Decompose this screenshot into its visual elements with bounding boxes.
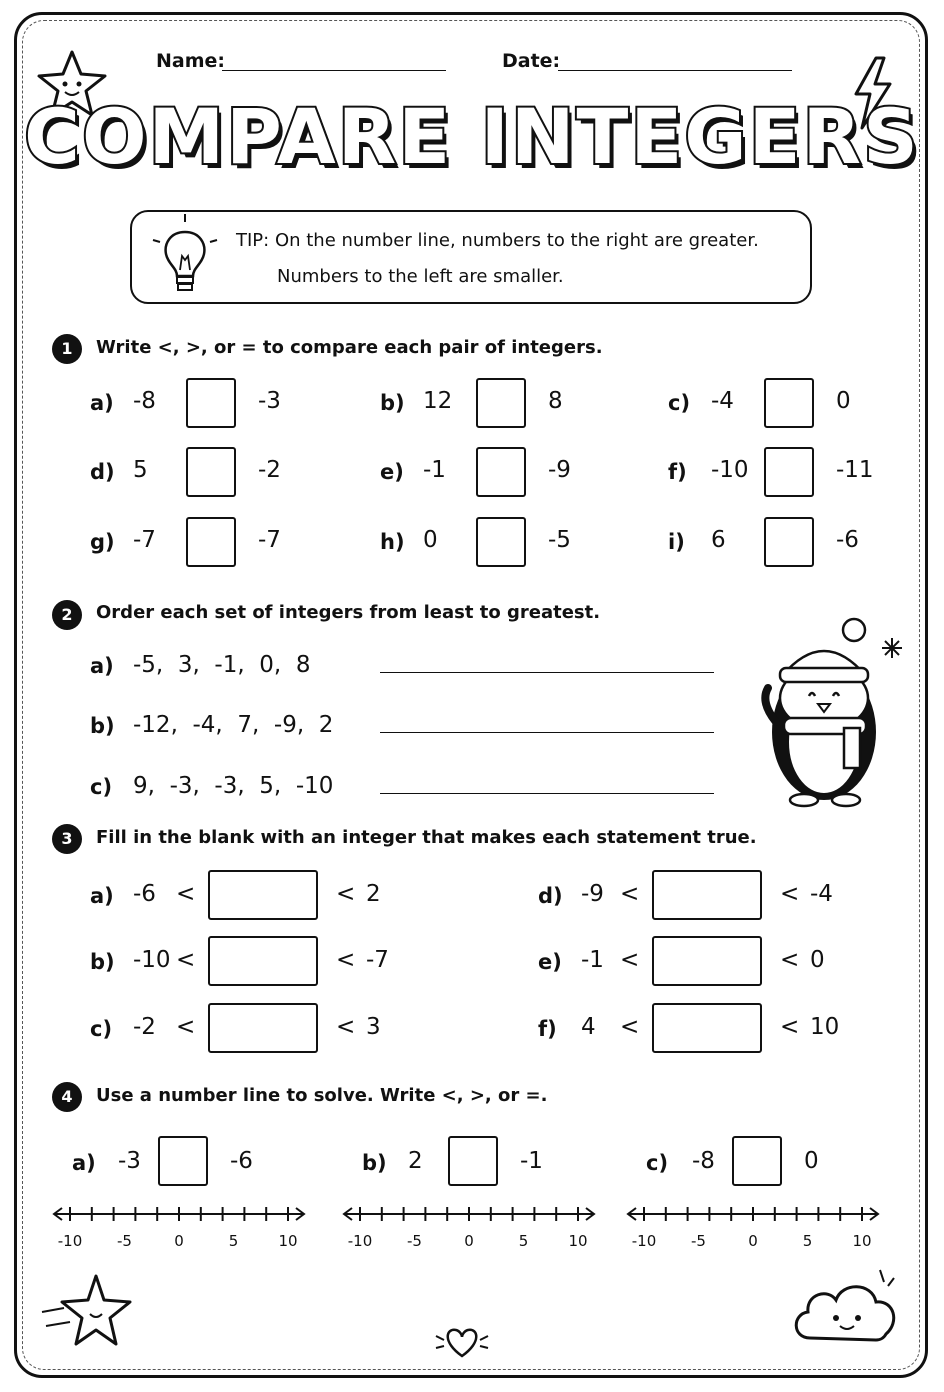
less-than-sign: < bbox=[336, 881, 356, 907]
section-2-instruction: Order each set of integers from least to greatest. bbox=[96, 602, 601, 623]
answer-box[interactable] bbox=[186, 378, 236, 428]
less-than-sign: < bbox=[176, 881, 196, 907]
right-number: -5 bbox=[548, 527, 571, 553]
right-number: -4 bbox=[810, 881, 833, 907]
left-number: -8 bbox=[133, 388, 156, 414]
tick-label: 10 bbox=[852, 1232, 872, 1250]
item-label: e) bbox=[538, 950, 562, 974]
answer-box[interactable] bbox=[476, 517, 526, 567]
left-number: -9 bbox=[581, 881, 604, 907]
item-label: a) bbox=[90, 884, 114, 908]
right-number: 0 bbox=[804, 1148, 819, 1174]
section-1-number: 1 bbox=[52, 334, 82, 364]
right-number: -2 bbox=[258, 457, 281, 483]
answer-box[interactable] bbox=[158, 1136, 208, 1186]
item-label: c) bbox=[90, 775, 113, 799]
left-number: 2 bbox=[408, 1148, 423, 1174]
tick-label: 0 bbox=[174, 1232, 184, 1250]
item-label: a) bbox=[72, 1151, 96, 1175]
left-number: 12 bbox=[423, 388, 453, 414]
section-4-instruction: Use a number line to solve. Write <, >, or =. bbox=[96, 1085, 548, 1106]
star-icon bbox=[34, 1268, 144, 1358]
less-than-sign: < bbox=[780, 881, 800, 907]
right-number: 0 bbox=[810, 947, 825, 973]
answer-box[interactable] bbox=[764, 517, 814, 567]
item-label: d) bbox=[90, 460, 115, 484]
item-label: i) bbox=[668, 530, 685, 554]
answer-box[interactable] bbox=[186, 447, 236, 497]
tick-label: 0 bbox=[748, 1232, 758, 1250]
left-number: -2 bbox=[133, 1014, 156, 1040]
item-label: b) bbox=[90, 714, 115, 738]
answer-box[interactable] bbox=[208, 1003, 318, 1053]
answer-box[interactable] bbox=[652, 936, 762, 986]
tick-label: -10 bbox=[57, 1232, 83, 1250]
answer-box[interactable] bbox=[652, 1003, 762, 1053]
answer-box[interactable] bbox=[476, 378, 526, 428]
section-3-number: 3 bbox=[52, 824, 82, 854]
less-than-sign: < bbox=[336, 1014, 356, 1040]
item-label: a) bbox=[90, 391, 114, 415]
item-label: a) bbox=[90, 654, 114, 678]
less-than-sign: < bbox=[176, 1014, 196, 1040]
tick-label: -5 bbox=[117, 1232, 132, 1250]
left-number: 0 bbox=[423, 527, 438, 553]
left-number: 6 bbox=[711, 527, 726, 553]
right-number: -9 bbox=[548, 457, 571, 483]
right-number: -7 bbox=[366, 947, 389, 973]
number-line bbox=[342, 1202, 596, 1226]
answer-line[interactable] bbox=[380, 732, 714, 733]
tick-label: 5 bbox=[802, 1232, 813, 1250]
answer-box[interactable] bbox=[764, 447, 814, 497]
item-label: h) bbox=[380, 530, 405, 554]
less-than-sign: < bbox=[620, 947, 640, 973]
tick-label: 10 bbox=[278, 1232, 298, 1250]
left-number: -3 bbox=[118, 1148, 141, 1174]
integer-set: -5, 3, -1, 0, 8 bbox=[133, 652, 311, 678]
item-label: g) bbox=[90, 530, 115, 554]
less-than-sign: < bbox=[780, 1014, 800, 1040]
item-label: c) bbox=[90, 1017, 113, 1041]
answer-line[interactable] bbox=[380, 793, 714, 794]
item-label: d) bbox=[538, 884, 563, 908]
right-number: -3 bbox=[258, 388, 281, 414]
answer-box[interactable] bbox=[448, 1136, 498, 1186]
answer-box[interactable] bbox=[652, 870, 762, 920]
right-number: -1 bbox=[520, 1148, 543, 1174]
left-number: -4 bbox=[711, 388, 734, 414]
right-number: -6 bbox=[836, 527, 859, 553]
left-number: -10 bbox=[133, 947, 171, 973]
item-label: c) bbox=[668, 391, 691, 415]
tick-label: -5 bbox=[407, 1232, 422, 1250]
less-than-sign: < bbox=[780, 947, 800, 973]
section-2-number: 2 bbox=[52, 600, 82, 630]
left-number: 5 bbox=[133, 457, 148, 483]
sparkle-icon bbox=[880, 636, 904, 660]
section-3-instruction: Fill in the blank with an integer that makes each statement true. bbox=[96, 827, 757, 848]
tick-label: -5 bbox=[691, 1232, 706, 1250]
date-line[interactable] bbox=[558, 70, 792, 71]
section-1-instruction: Write <, >, or = to compare each pair of integers. bbox=[96, 337, 603, 358]
tick-label: 0 bbox=[464, 1232, 474, 1250]
answer-box[interactable] bbox=[186, 517, 236, 567]
item-label: b) bbox=[90, 950, 115, 974]
less-than-sign: < bbox=[620, 1014, 640, 1040]
answer-box[interactable] bbox=[732, 1136, 782, 1186]
item-label: b) bbox=[362, 1151, 387, 1175]
tick-label: -10 bbox=[347, 1232, 373, 1250]
number-line bbox=[626, 1202, 880, 1226]
date-label: Date: bbox=[502, 50, 561, 72]
answer-box[interactable] bbox=[476, 447, 526, 497]
heart-icon bbox=[432, 1322, 492, 1362]
lightbulb-icon bbox=[150, 210, 220, 300]
answer-line[interactable] bbox=[380, 672, 714, 673]
right-number: 0 bbox=[836, 388, 851, 414]
less-than-sign: < bbox=[620, 881, 640, 907]
section-4-number: 4 bbox=[52, 1082, 82, 1112]
tick-label: -10 bbox=[631, 1232, 657, 1250]
less-than-sign: < bbox=[176, 947, 196, 973]
answer-box[interactable] bbox=[208, 870, 318, 920]
right-number: 10 bbox=[810, 1014, 840, 1040]
integer-set: 9, -3, -3, 5, -10 bbox=[133, 773, 334, 799]
right-number: -11 bbox=[836, 457, 874, 483]
number-line bbox=[52, 1202, 306, 1226]
right-number: 2 bbox=[366, 881, 381, 907]
cloud-icon bbox=[788, 1262, 908, 1352]
item-label: e) bbox=[380, 460, 404, 484]
tip-line-2: Numbers to the left are smaller. bbox=[277, 266, 564, 287]
page-title: COMPARE INTEGERS bbox=[24, 92, 920, 181]
tick-label: 5 bbox=[518, 1232, 529, 1250]
left-number: -1 bbox=[581, 947, 604, 973]
less-than-sign: < bbox=[336, 947, 356, 973]
right-number: 8 bbox=[548, 388, 563, 414]
left-number: -1 bbox=[423, 457, 446, 483]
left-number: 4 bbox=[581, 1014, 596, 1040]
left-number: -7 bbox=[133, 527, 156, 553]
left-number: -10 bbox=[711, 457, 749, 483]
tick-label: 10 bbox=[568, 1232, 588, 1250]
answer-box[interactable] bbox=[764, 378, 814, 428]
item-label: c) bbox=[646, 1151, 669, 1175]
item-label: f) bbox=[668, 460, 687, 484]
answer-box[interactable] bbox=[208, 936, 318, 986]
left-number: -8 bbox=[692, 1148, 715, 1174]
integer-set: -12, -4, 7, -9, 2 bbox=[133, 712, 334, 738]
left-number: -6 bbox=[133, 881, 156, 907]
item-label: f) bbox=[538, 1017, 557, 1041]
right-number: -7 bbox=[258, 527, 281, 553]
name-line[interactable] bbox=[222, 70, 446, 71]
name-label: Name: bbox=[156, 50, 226, 72]
item-label: b) bbox=[380, 391, 405, 415]
tip-line-1: TIP: On the number line, numbers to the right are greater. bbox=[236, 230, 759, 251]
tick-label: 5 bbox=[228, 1232, 239, 1250]
right-number: -6 bbox=[230, 1148, 253, 1174]
tip-box bbox=[130, 210, 812, 304]
right-number: 3 bbox=[366, 1014, 381, 1040]
